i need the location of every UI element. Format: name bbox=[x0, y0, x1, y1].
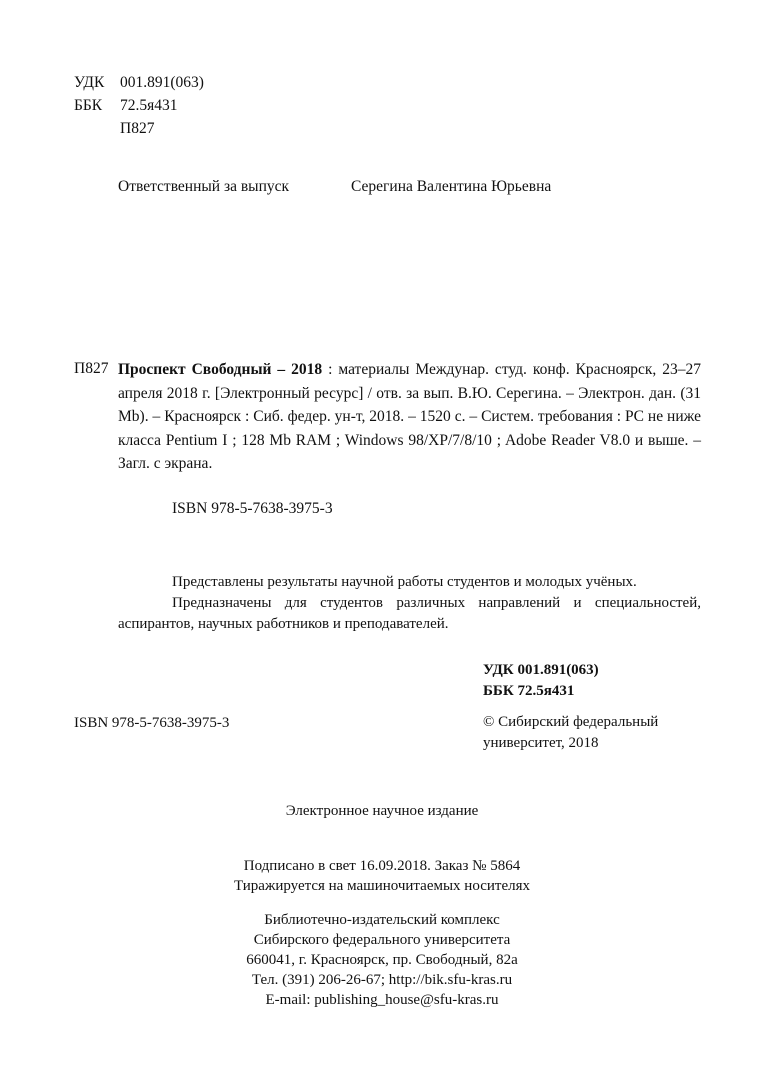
udk-label: УДК bbox=[74, 74, 105, 91]
publisher-info bbox=[0, 910, 764, 1010]
responsible-editor bbox=[118, 176, 552, 198]
bbk-row bbox=[74, 95, 204, 118]
cipher-row bbox=[74, 118, 204, 141]
bottom-udk: УДК 001.891(063) bbox=[483, 662, 599, 678]
publisher-address: 660041, г. Красноярск, пр. Свободный, 82а bbox=[246, 952, 518, 968]
annotation-paragraph-2: Предназначены для студентов различных направлений и специальностей, аспирантов, научных работников и преподавателей. bbox=[118, 595, 701, 632]
isbn-bottom: ISBN 978-5-7638-3975-3 bbox=[74, 715, 230, 731]
responsible-name: Серегина Валентина Юрьевна bbox=[351, 178, 552, 195]
signed-line-2: Тиражируется на машиночитаемых носителях bbox=[233, 878, 530, 894]
bibliographic-entry bbox=[118, 358, 701, 476]
signed-line-1: Подписано в свет 16.09.2018. Заказ № 5864 bbox=[243, 858, 521, 874]
publisher-line-1: Библиотечно-издательский комплекс bbox=[264, 912, 500, 928]
publication-info bbox=[0, 856, 764, 896]
author-cipher: П827 bbox=[120, 120, 155, 137]
annotation-paragraph-1: Представлены результаты научной работы студентов и молодых учёных. bbox=[172, 574, 637, 590]
entry-cipher: П827 bbox=[74, 360, 109, 377]
classification-codes bbox=[74, 72, 204, 141]
edition-type: Электронное научное издание bbox=[285, 803, 479, 819]
entry-text: : материалы Междунар. студ. конф. Красноярск, 23–27 апреля 2018 г. [Электронный ресурс] / отв. за вып. В.Ю. Серегина. – Электрон. дан. (31 Mb). – Красноярск : Сиб. федер. ун-т, 2018. – 1520 с. – Систем. требования : PC не ниже класса Pentium I ; 128 Mb RAM ; Windows 98/XP/7/8/10 ; Adobe Reader V8.0 и выше. – Загл. с экрана. bbox=[118, 361, 702, 472]
entry-title: Проспект Свободный – 2018 bbox=[118, 361, 323, 378]
responsible-label: Ответственный за выпуск bbox=[118, 178, 290, 195]
copyright bbox=[483, 712, 658, 754]
bbk-value: 72.5я431 bbox=[120, 97, 178, 114]
publisher-phone-web: Тел. (391) 206-26-67; http://bik.sfu-kras.ru bbox=[251, 972, 513, 988]
copyright-line-2: университет, 2018 bbox=[483, 735, 599, 751]
entry-isbn: ISBN 978-5-7638-3975-3 bbox=[172, 500, 333, 517]
publisher-email: E-mail: publishing_house@sfu-kras.ru bbox=[265, 992, 499, 1008]
udk-row bbox=[74, 72, 204, 95]
udk-value: 001.891(063) bbox=[120, 74, 204, 91]
bbk-label: ББК bbox=[74, 97, 103, 114]
publisher-line-2: Сибирского федерального университета bbox=[253, 932, 511, 948]
copyright-line-1: © Сибирский федеральный bbox=[483, 714, 659, 730]
bottom-bbk: ББК 72.5я431 bbox=[483, 683, 575, 699]
annotation bbox=[118, 572, 701, 635]
bottom-classification-codes bbox=[483, 660, 599, 702]
